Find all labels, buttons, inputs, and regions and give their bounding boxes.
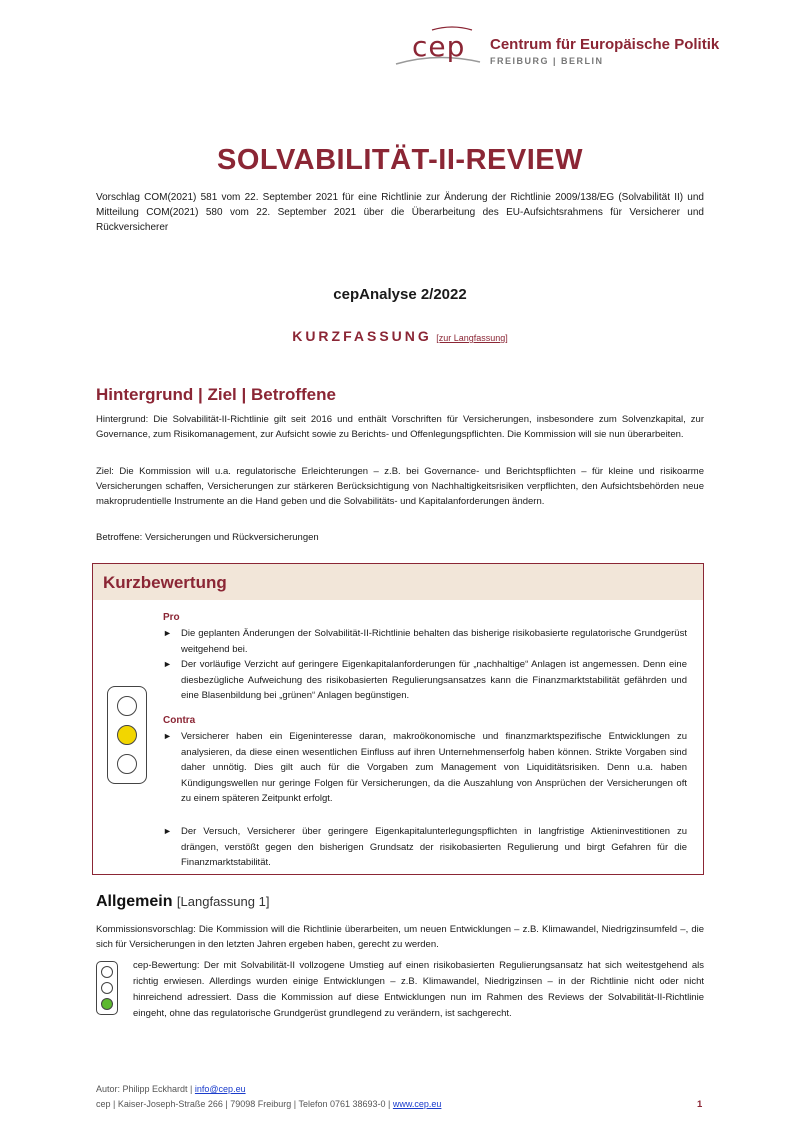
kurzbewertung-title: Kurzbewertung — [103, 573, 227, 592]
paragraph-cep-bewertung: cep-Bewertung: Der mit Solvabilität-II vollzogene Umstieg auf einen risikobasierten Regulierungsansatz hat sich weitestgehend als richtig erwiesen. Allerdings wurden einige Entwicklungen – z.B. Klimawandel, Niedrigzinsen – in der Richtlinie nicht oder nicht hinreichend adressiert. Dass die Kommission auf diese Entwicklungen nun im Rahmen des Reviews der Solvabilität-II-Richtlinie eingeht, ohne das regulatorische Grundgerüst grundlegend zu verändern, ist sachgerecht. — [133, 960, 704, 1019]
kurzbewertung-header — [93, 564, 703, 600]
paragraph-hintergrund: Hintergrund: Die Solvabilität-II-Richtlinie gilt seit 2016 und enthält Vorschriften für Versicherungen, insbesondere zum Solvenzkapital, zur Governance, zum Risikomanagement, zur Aufsicht sowie zu Berichts- und Offenlegungspflichten. Die Kommission will sie nun überarbeiten. — [96, 414, 704, 440]
kurzfassung-heading — [0, 328, 800, 346]
contra-item: Versicherer haben ein Eigeninteresse daran, makroökonomische und finanzmarktspezifische Entwicklungen zu analysieren, da diese einen wesentlichen Einfluss auf ihren Unternehmenserfolg haben können. Strikte Vorgaben sind daher unnötig. Dies gilt auch für die Vorgaben zum Management von Liquiditätsrisiken. Denn u.a. haben Kündigungswellen nur geringe Folgen für Versicherungen, da die Auszahlung von Ansprüchen der Versicherungen oft zu einem späteren Zeitpunkt erfolgt. — [181, 731, 687, 804]
kurzfassung-title: KURZFASSUNG — [292, 328, 432, 344]
traffic-light-icon — [107, 686, 147, 784]
kurzbewertung-box — [92, 563, 704, 875]
traffic-light-green — [117, 754, 137, 774]
traffic-light-green — [101, 998, 113, 1010]
footer-address-text: cep | Kaiser-Joseph-Straße 266 | 79098 Freiburg | Telefon 0761 38693-0 | — [96, 1099, 391, 1109]
bullet-arrow-icon: ► — [163, 659, 172, 669]
bullet-arrow-icon: ► — [163, 731, 172, 741]
logo-text: cep — [412, 30, 466, 63]
document-title: SOLVABILITÄT-II-REVIEW — [217, 144, 583, 176]
small-traffic-light-icon — [96, 961, 118, 1015]
website-link[interactable]: www.cep.eu — [392, 1099, 442, 1109]
footer-address — [96, 1099, 441, 1109]
org-cities: FREIBURG | BERLIN — [490, 56, 604, 66]
pro-item: Die geplanten Änderungen der Solvabilität-II-Richtlinie behalten das bisherige risikobasierte regulatorische Grundgerüst weitgehend bei. — [181, 628, 687, 655]
traffic-light-yellow — [101, 982, 113, 994]
contra-item: Der Versuch, Versicherer über geringere Eigenkapitalunterlegungspflichten in langfristige Aktieninvestitionen zu drängen, verstößt gegen den bisherigen Grundsatz der risikobasierten Regulierung und birgt Gefahren für die Finanzmarktstabilität. — [181, 826, 687, 868]
bullet-arrow-icon: ► — [163, 826, 172, 836]
traffic-light-red — [101, 966, 113, 978]
pro-label: Pro — [163, 612, 180, 623]
allgemein-title: Allgemein — [96, 893, 173, 910]
series-label: cepAnalyse 2/2022 — [333, 286, 467, 303]
org-name: Centrum für Europäische Politik — [490, 36, 720, 53]
traffic-light-yellow — [117, 725, 137, 745]
contra-label: Contra — [163, 715, 196, 726]
footer-author-text: Autor: Philipp Eckhardt | — [96, 1084, 193, 1094]
paragraph-kommissionsvorschlag: Kommissionsvorschlag: Die Kommission will die Richtlinie überarbeiten, um neuen Entwicklungen – z.B. Klimawandel, Niedrigzinsumfeld –, die sich für Versicherungen in den letzten Jahren ergeben haben, gerecht zu werden. — [96, 924, 704, 950]
langfassung-1-link[interactable]: [Langfassung 1] — [176, 894, 270, 909]
document-subtitle: Vorschlag COM(2021) 581 vom 22. September 2021 für eine Richtlinie zur Änderung der Richtlinie 2009/138/EG (Solvabilität II) und Mitteilung COM(2021) 580 vom 22. September 2021 über die Überarbeitung des EU-Aufsichtsrahmens für Versicherer und Rückversicherer — [96, 192, 704, 233]
paragraph-ziel: Ziel: Die Kommission will u.a. regulatorische Erleichterungen – z.B. bei Governance- und Berichtspflichten – für kleine und risikoarme Versicherungen schaffen, Versicherungen zur stärkeren Berücksichtigung von Nachhaltigkeitsrisiken verpflichten, den Aufsichtsbehörden neue makroprudentielle Instrumente an die Hand geben und die Solvabilitäts- und Kapitalanforderungen ändern. — [96, 466, 704, 507]
pro-item: Der vorläufige Verzicht auf geringere Eigenkapitalanforderungen für „nachhaltige“ Anlagen ist angemessen. Denn eine diesbezügliche Aufweichung des risikobasierten Regulierungsansatzes kann die Finanzmarktstabilität gefährden und eine Blasenbildung bei „grünen“ Anlagen begünstigen. — [181, 659, 687, 701]
traffic-light-red — [117, 696, 137, 716]
footer-author — [96, 1084, 246, 1094]
email-link[interactable]: info@cep.eu — [194, 1084, 246, 1094]
paragraph-betroffene: Betroffene: Versicherungen und Rückversicherungen — [96, 532, 319, 543]
bullet-arrow-icon: ► — [163, 628, 172, 638]
page-number: 1 — [697, 1099, 703, 1110]
section-heading-background: Hintergrund | Ziel | Betroffene — [96, 385, 336, 404]
langfassung-link[interactable]: [zur Langfassung] — [436, 333, 508, 343]
section-heading-allgemein — [96, 893, 269, 911]
